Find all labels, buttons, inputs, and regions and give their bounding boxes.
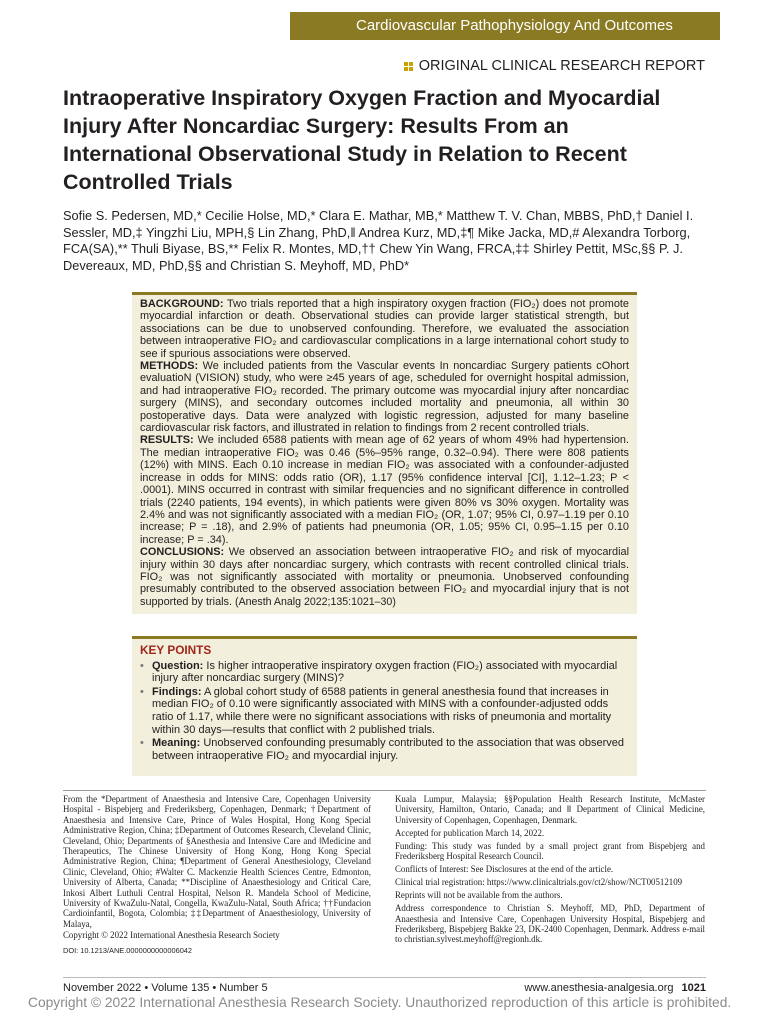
funding-note: Funding: This study was funded by a small project grant from Bispebjerg and Frederiksberg Hospital Research Council. <box>395 840 705 862</box>
abstract-conclusions <box>140 546 629 608</box>
report-type-text: ORIGINAL CLINICAL RESEARCH REPORT <box>418 58 705 74</box>
key-point-text: Is higher intraoperative inspiratory oxygen fraction (FIO₂) associated with myocardial injury after noncardiac surgery (MINS)? <box>152 659 618 685</box>
trial-registration: Clinical trial registration: https://www.clinicaltrials.gov/ct2/show/NCT00512109 <box>395 877 683 888</box>
footer-right <box>524 982 706 994</box>
key-point-item <box>140 686 629 736</box>
abstract-citation: (Anesth Analg 2022;135:1021–30) <box>235 595 396 608</box>
bullet-icon: • <box>140 737 144 750</box>
affiliations-continued: Kuala Lumpur, Malaysia; §§Population Health Research Institute, McMaster University, Hamilton, Ontario, Canada; and ‖‖ Department of Clinical Medicine, University of Copenhagen, Copenhagen, Denmark. <box>395 794 705 825</box>
results-text: We included 6588 patients with mean age of 62 years of whom 49% had hypertension. The median intraoperative FIO₂ was 0.46 (5%–95% range, 0.32–0.94). There were 808 patients (12%) with MINS. Each 0.10 increase in median FIO₂ was associated with a confounder-adjusted increase in odds for MINS: odds ratio (OR), 1.17 (95% confidence interval [CI], 1.12–1.23; P < .0001). MINS occurred in contrast with similar frequencies and no significant difference in controlled trials (2240 patients, 194 events), in which patients were given 80% vs 30% oxygen. Mortality was 2.4% and was not significantly associated with a median FIO₂ (OR, 1.07; 95% CI, 0.97–1.19 per 0.10 increase; P = .18), and 2.9% of patients had pneumonia (OR, 1.05; 95% CI, 0.95–1.15 per 0.10 increase; P = .34). <box>140 434 629 546</box>
key-points-box <box>132 636 637 776</box>
copyright-line: Copyright © 2022 International Anesthesia Research Society <box>63 930 280 941</box>
article-title: Intraoperative Inspiratory Oxygen Fraction and Myocardial Injury After Noncardiac Surgery: Results From an International Observational Study in Relation to Recent Controlled Trials <box>63 86 661 194</box>
abstract-methods <box>140 360 629 434</box>
key-point-heading: Question: <box>152 659 204 672</box>
key-point-heading: Findings: <box>152 685 202 698</box>
key-point-heading: Meaning: <box>152 737 201 750</box>
four-squares-icon <box>404 62 413 71</box>
page-footer <box>63 977 706 993</box>
affiliations-divider <box>63 790 706 791</box>
issue-info: November 2022 • Volume 135 • Number 5 <box>63 982 268 994</box>
journal-website-link[interactable]: www.anesthesia-analgesia.org <box>524 982 674 994</box>
abstract-box <box>132 292 637 614</box>
affiliations-left-column <box>63 794 371 956</box>
author-list: Sofie S. Pedersen, MD,* Cecilie Holse, MD,* Clara E. Mathar, MB,* Matthew T. V. Chan, MBBS, PhD,† Daniel I. Sessler, MD,‡ Yingzhi Liu, MPH,§ Lin Zhang, PhD,‖ Andrea Kurz, MD,‡¶ Mike Jacka, MD,# Alexandra Torborg, FCA(SA),** Thuli Biyase, BS,** Felix R. Montes, MD,†† Chew Yin Wang, FRCA,‡‡ Shirley Pettit, MSc,§§ P. J. Devereaux, MD, PhD,§§ and Christian S. Meyhoff, MD, PhD* <box>63 208 694 273</box>
key-point-text: Unobserved confounding presumably contributed to the association that was observed between intraoperative FIO₂ and myocardial injury. <box>152 737 625 762</box>
conflicts-note: Conflicts of Interest: See Disclosures at the end of the article. <box>395 864 614 875</box>
abstract-results <box>140 434 629 546</box>
doi-line: DOI: 10.1213/ANE.0000000000006042 <box>63 945 193 955</box>
bullet-icon: • <box>140 659 144 672</box>
background-text: Two trials reported that a high inspiratory oxygen fraction (FIO₂) does not promote myocardial infarction or death. Observational studies can provide larger statistical strength, but associations can be due to unobserved confounding. Therefore, we evaluated the association between intraoperative FIO₂ and cardiovascular complications in a large international cohort study to see if spurious associations were observed. <box>140 298 629 360</box>
section-title: Cardiovascular Pathophysiology And Outcomes <box>356 17 673 34</box>
report-type-label <box>404 58 705 74</box>
key-points-title: KEY POINTS <box>140 643 212 657</box>
abstract-background <box>140 298 629 360</box>
correspondence-address: Address correspondence to Christian S. Meyhoff, MD, PhD, Department of Anaesthesia and Intensive Care, Copenhagen University Hospital, Bispebjerg and Frederiksberg, Bispebjerg Bakke 23, DK-2400 Copenhagen, Denmark. Address e-mail to christian.sylvest.meyhoff@regionh.dk. <box>395 903 705 945</box>
affiliations-text: From the *Department of Anaesthesia and Intensive Care, Copenhagen University Hospital - Bispebjerg and Frederiksberg, Copenhagen, Denmark; †Department of Anaesthesia and Intensive Care, Prince of Wales Hospital, Hong Kong Special Administrative Region, China; ‡Department of Outcomes Research, Cleveland Clinic, Cleveland, Ohio; Departments of §Anesthesia and Intensive Care and ‖Medicine and Therapeutics, The Chinese University of Hong Kong, Hong Kong Special Administrative Region, China; ¶Department of General Anesthesiology, Cleveland Clinic, Cleveland, Ohio; #Walter C. Mackenzie Health Sciences Centre, Edmonton, University of Alberta, Canada; **Discipline of Anaesthesiology and Critical Care, Inkosi Albert Luthuli Central Hospital, Nelson R. Mandela School of Medicine, University of KwaZulu-Natal, Congella, KwaZulu-Natal, South Africa; ††Fundacion Cardioinfantil, Bogota, Colombia; ‡‡Department of Anaesthesiology, University of Malaya, <box>63 794 371 929</box>
background-heading: BACKGROUND: <box>140 298 224 310</box>
methods-text: We included patients from the Vascular events In noncardiac Surgery patients cOhort evaluatioN (VISION) study, who were ≥45 years of age, scheduled for overnight hospital admission, and had intraoperative FIO₂ recorded. The primary outcome was myocardial injury after noncardiac surgery (MINS), and secondary outcomes included mortality and pneumonia, all within 30 postoperative days. Data were analyzed with logistic regression, adjusted for many baseline cardiovascular risk factors, and illustrated in relation to findings from 2 recent controlled trials. <box>140 360 629 435</box>
copyright-notice: Copyright © 2022 International Anesthesia Research Society. Unauthorized reproduction of this article is prohibited. <box>28 995 732 1010</box>
accepted-date: Accepted for publication March 14, 2022. <box>395 827 545 838</box>
bullet-icon: • <box>140 685 144 698</box>
affiliations-right-column <box>395 794 705 947</box>
results-heading: RESULTS: <box>140 434 194 447</box>
conclusions-heading: CONCLUSIONS: <box>140 546 225 559</box>
reprints-note: Reprints will not be available from the authors. <box>395 890 563 901</box>
key-point-item <box>140 660 629 685</box>
key-point-text: A global cohort study of 6588 patients in general anesthesia found that increases in median FIO₂ of 0.10 were significantly associated with MINS with a confounder-adjusted odds ratio of 1.17, while there were no significant associations with risks of pneumonia and mortality within 30 days—results that conflict with 2 published trials. <box>152 685 612 736</box>
key-point-item <box>140 737 629 762</box>
section-banner <box>290 12 720 40</box>
methods-heading: METHODS: <box>140 360 199 373</box>
conclusions-text: We observed an association between intraoperative FIO₂ and risk of myocardial injury within 30 days after noncardiac surgery, which contrasts with recent controlled clinical trials. FIO₂ was not significantly associated with mortality or pneumonia. Unobserved confounding presumably contributed to the observed association between FIO₂ and myocardial injury that is not supported by trials. <box>140 546 629 608</box>
page-number: 1021 <box>681 982 706 994</box>
